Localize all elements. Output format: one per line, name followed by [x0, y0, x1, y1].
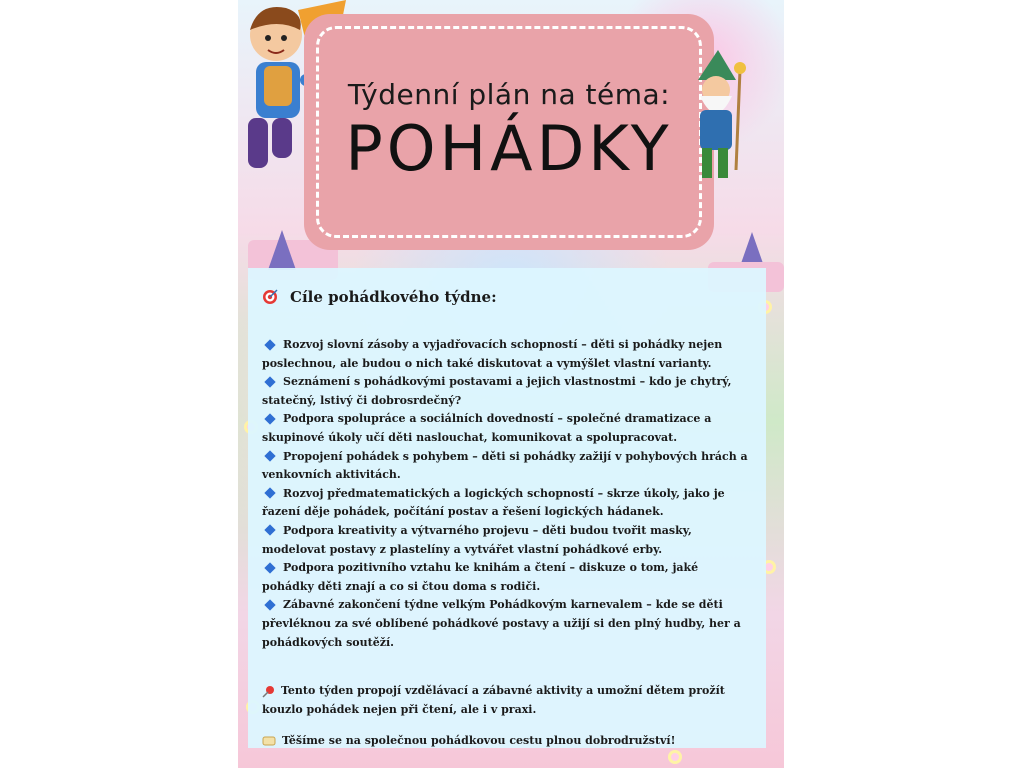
goal-item: Rozvoj slovní zásoby a vyjadřovacích schopností – děti si pohádky nejen poslechnou, ale budou o nich také diskutovat a vymýšlet vlastní varianty.	[262, 338, 723, 370]
page-title: POHÁDKY	[345, 112, 673, 185]
goals-heading-text: Cíle pohádkového týdne:	[290, 288, 497, 306]
blue-diamond-icon	[264, 450, 275, 461]
flower-decoration	[668, 750, 682, 764]
title-subtitle: Týdenní plán na téma:	[347, 78, 671, 111]
title-card	[304, 14, 714, 250]
target-icon	[262, 289, 278, 305]
blue-diamond-icon	[264, 562, 275, 573]
goal-item: Podpora spolupráce a sociálních dovedností – společné dramatizace a skupinové úkoly učí děti naslouchat, komunikovat a spolupracovat.	[262, 412, 712, 444]
blue-diamond-icon	[264, 339, 275, 350]
gnome-illustration	[678, 50, 758, 190]
goal-item: Zábavné zakončení týdne velkým Pohádkovým karnevalem – kde se děti převléknou za své oblíbené pohádkové postavy a užijí si den plný hudby, her a pohádkových soutěží.	[262, 598, 741, 649]
blue-diamond-icon	[264, 599, 275, 610]
blue-diamond-icon	[264, 488, 275, 499]
goals-panel	[248, 268, 766, 748]
tower-roof-illustration	[268, 230, 296, 270]
goal-item: Podpora pozitivního vztahu ke knihám a čtení – diskuze o tom, jaké pohádky děti znají a co si čtou doma s rodiči.	[262, 561, 699, 593]
pushpin-icon	[262, 685, 275, 698]
worksheet-page	[238, 0, 784, 768]
goal-item: Podpora kreativity a výtvarného projevu – děti budou tvořit masky, modelovat postavy z plastelíny a vytvářet vlastní pohádkové erby.	[262, 523, 692, 556]
goal-item: Seznámení s pohádkovými postavami a jejich vlastnostmi – kdo je chytrý, statečný, lstivý či dobrosrdečný?	[262, 375, 732, 407]
blue-diamond-icon	[264, 413, 275, 424]
summary-note	[262, 682, 750, 719]
goal-item: Rozvoj předmatematických a logických schopností – skrze úkoly, jako je řazení děje pohádek, počítání postav a řešení logických hádanek.	[262, 486, 725, 519]
scroll-icon	[262, 735, 276, 747]
goals-heading	[262, 288, 750, 306]
closing-line	[262, 734, 750, 747]
blue-diamond-icon	[264, 525, 275, 536]
closing-line-text: Těšíme se na společnou pohádkovou cestu plnou dobrodružství!	[282, 734, 676, 748]
blue-diamond-icon	[264, 376, 275, 387]
summary-note-text: Tento týden propojí vzdělávací a zábavné aktivity a umožní dětem prožít kouzlo pohádek nejen při čtení, ale i v praxi.	[262, 684, 725, 716]
goal-item: Propojení pohádek s pohybem – děti si pohádky zažijí v pohybových hrách a venkovních aktivitách.	[262, 449, 748, 482]
